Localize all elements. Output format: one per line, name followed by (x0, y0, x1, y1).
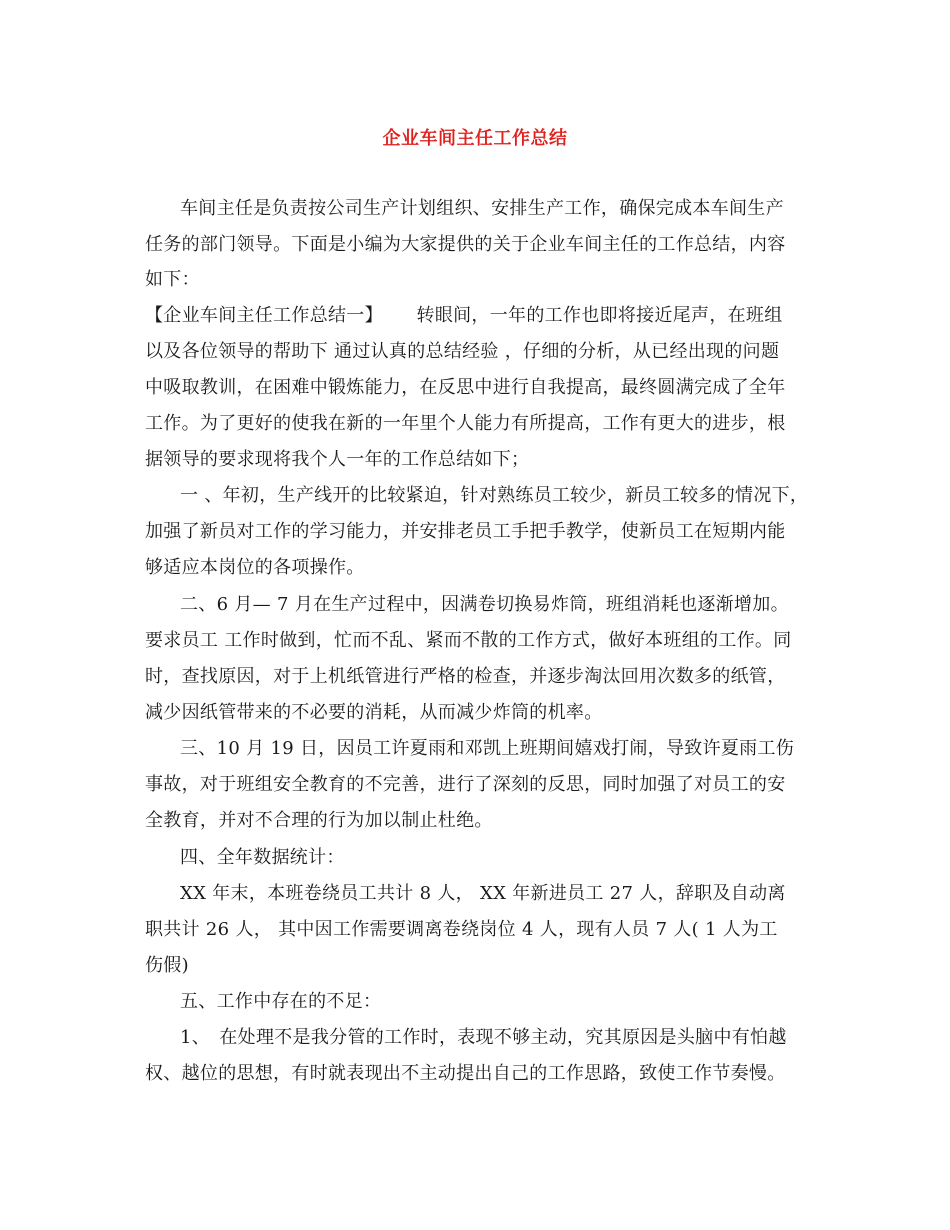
paragraph-line: 伤假) (145, 955, 189, 976)
paragraph-line: 三、10 月 19 日，因员工许夏雨和邓凯上班期间嬉戏打闹，导致许夏雨工伤 (180, 738, 795, 759)
paragraph-line: 据领导的要求现将我个人一年的工作总结如下； (145, 449, 530, 470)
paragraph-line: 时，查找原因，对于上机纸管进行严格的检查，并逐步淘汰回用次数多的纸管， (145, 666, 786, 687)
paragraph-line: 四、全年数据统计： (180, 847, 345, 868)
paragraph-line: 任务的部门领导。下面是小编为大家提供的关于企业车间主任的工作总结，内容 (145, 234, 786, 255)
paragraph-line: 权、越位的思想，有时就表现出不主动提出自己的工作思路，致使工作节奏慢。 (145, 1063, 786, 1084)
paragraph-line: 事故，对于班组安全教育的不完善，进行了深刻的反思，同时加强了对员工的安 (145, 774, 786, 795)
paragraph-line: 如下： (145, 269, 200, 290)
paragraph-line: 要求员工 工作时做到，忙而不乱、紧而不散的工作方式，做好本班组的工作。同 (145, 630, 792, 651)
paragraph-line: 以及各位领导的帮助下 通过认真的总结经验 ，仔细的分析，从已经出现的问题 (145, 341, 780, 362)
paragraph-line: 减少因纸管带来的不必要的消耗，从而减少炸筒的机率。 (145, 702, 603, 723)
paragraph-line: 二、6 月— 7 月在生产过程中，因满卷切换易炸筒，班组消耗也逐渐增加。 (180, 594, 789, 615)
section-heading-line: 【企业车间主任工作总结一】 转眼间，一年的工作也即将接近尾声，在班组 (145, 305, 783, 326)
paragraph-line: 职共计 26 人， 其中因工作需要调离卷绕岗位 4 人，现有人员 7 人( 1 人为工 (145, 919, 778, 940)
paragraph-line: 车间主任是负责按公司生产计划组织、安排生产工作，确保完成本车间生产 (180, 198, 784, 219)
paragraph-line: XX 年末，本班卷绕员工共计 8 人， XX 年新进员工 27 人，辞职及自动离 (180, 883, 786, 904)
document-title: 企业车间主任工作总结 (382, 128, 568, 149)
paragraph-line: 中吸取教训，在困难中锻炼能力，在反思中进行自我提高，最终圆满完成了全年 (145, 377, 786, 398)
paragraph-line: 五、工作中存在的不足： (180, 991, 382, 1012)
paragraph-line: 全教育，并对不合理的行为加以制止杜绝。 (145, 810, 493, 831)
paragraph-line: 够适应本岗位的各项操作。 (145, 557, 365, 578)
paragraph-line: 工作。为了更好的使我在新的一年里个人能力有所提高，工作有更大的进步，根 (145, 413, 786, 434)
paragraph-line: 1、 在处理不是我分管的工作时，表现不够主动，究其原因是头脑中有怕越 (180, 1027, 787, 1048)
paragraph-line: 一 、年初，生产线开的比较紧迫，针对熟练员工较少，新员工较多的情况下， (180, 485, 809, 506)
paragraph-line: 加强了新员对工作的学习能力，并安排老员工手把手教学，使新员工在短期内能 (145, 521, 786, 542)
